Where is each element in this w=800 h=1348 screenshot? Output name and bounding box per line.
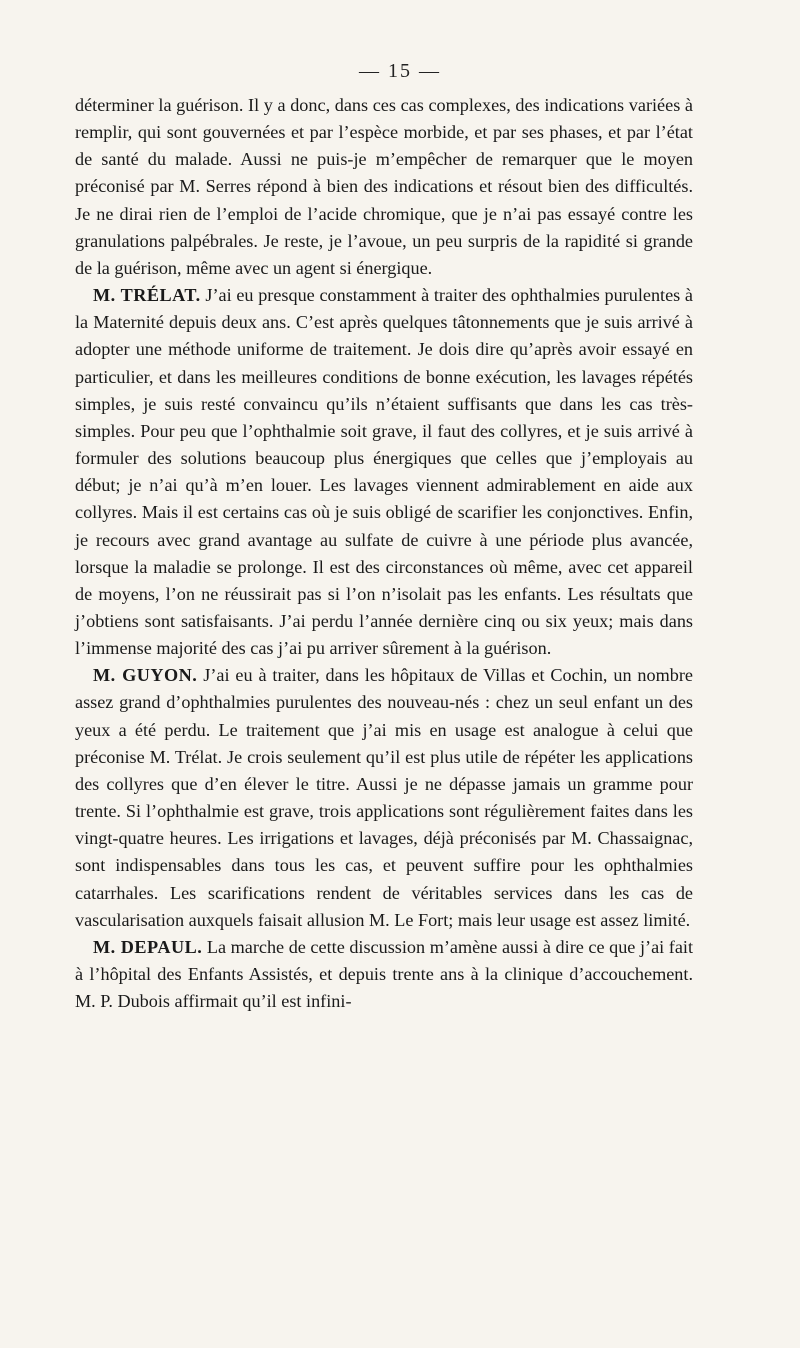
paragraph-text: J’ai eu presque constamment à traiter des ophthalmies purulentes à la Maternité depuis deux ans. C’est après quelques tâtonnements que je suis arrivé à adopter une méthode uniforme de traitement. Je dois dire qu’après avoir essayé en particulier, et dans les meilleures conditions de bonne exécution, les lavages répétés simples, je suis resté convaincu qu’ils n’étaient suffisants que dans les cas très-simples. Pour peu que l’ophthalmie soit grave, il faut des collyres, et je suis arrivé à formuler des solutions beaucoup plus énergiques que celles que j’employais au début; je n’ai qu’à m’en louer. Les lavages viennent admirablement en aide aux collyres. Mais il est certains cas où je suis obligé de scarifier les conjonctives. Enfin, je recours avec grand avantage au sulfate de cuivre à une période plus avancée, lorsque la maladie se prolonge. Il est des circonstances où même, avec cet appareil de moyens, l’on ne réussirait pas si l’on n’isolait pas les enfants. Les résultats que j’obtiens sont satisfaisants. J’ai perdu l’année dernière cinq ou six yeux; mais dans l’immense majorité des cas j’ai pu arriver sûrement à la guérison.	[75, 285, 693, 659]
paragraph-text: La marche de cette discussion m’amène aussi à dire ce que j’ai fait à l’hôpital des Enfants Assistés, et depuis trente ans à la clinique d’accouchement. M. P. Dubois affirmait qu’il est infini-	[75, 936, 694, 1012]
paragraph-text: J’ai eu à traiter, dans les hôpitaux de Villas et Cochin, un nombre assez grand d’ophthalmies purulentes des nouveau-nés : chez un seul enfant un des yeux a été perdu. Le traitement que j’ai mis en usage est analogue à celui que préconise M. Trélat. Je crois seulement qu’il est plus utile de répéter les applications des collyres que d’en élever le titre. Aussi je ne dépasse jamais un gramme pour trente. Si l’ophthalmie est grave, trois applications sont régulièrement faites dans les vingt-quatre heures. Les irrigations et lavages, déjà préconisés par M. Chassaignac, sont indispensables dans tous les cas, et peuvent suffire pour les ophthalmies catarrhales. Les scarifications rendent de véritables services dans les cas de vascularisation auxquels faisait allusion M. Le Fort; mais leur usage est assez limité.	[75, 665, 693, 930]
page-number: — 15 —	[359, 60, 441, 82]
paragraph-text: déterminer la guérison. Il y a donc, dans ces cas complexes, des indications variées à remplir, qui sont gouvernées et par l’espèce morbide, et par ses phases, et par l’état de santé du malade. Aussi ne puis-je m’empêcher de remarquer que le moyen préconisé par M. Serres répond à bien des indications et résout bien des difficultés. Je ne dirai rien de l’emploi de l’acide chromique, que je n’ai pas essayé contre les granulations palpébrales. Je reste, je l’avoue, un peu surpris de la rapidité si grande de la guérison, même avec un agent si énergique.	[75, 95, 693, 278]
speaker-name: M. GUYON.	[93, 665, 198, 686]
paragraph-trelat	[75, 282, 693, 662]
speaker-name: M. TRÉLAT.	[93, 285, 201, 306]
speaker-name: M. DEPAUL.	[93, 936, 203, 957]
body-text	[75, 92, 693, 1015]
paragraph-guyon	[75, 662, 693, 934]
paragraph-continuation	[75, 92, 693, 282]
paragraph-depaul	[75, 934, 693, 1015]
